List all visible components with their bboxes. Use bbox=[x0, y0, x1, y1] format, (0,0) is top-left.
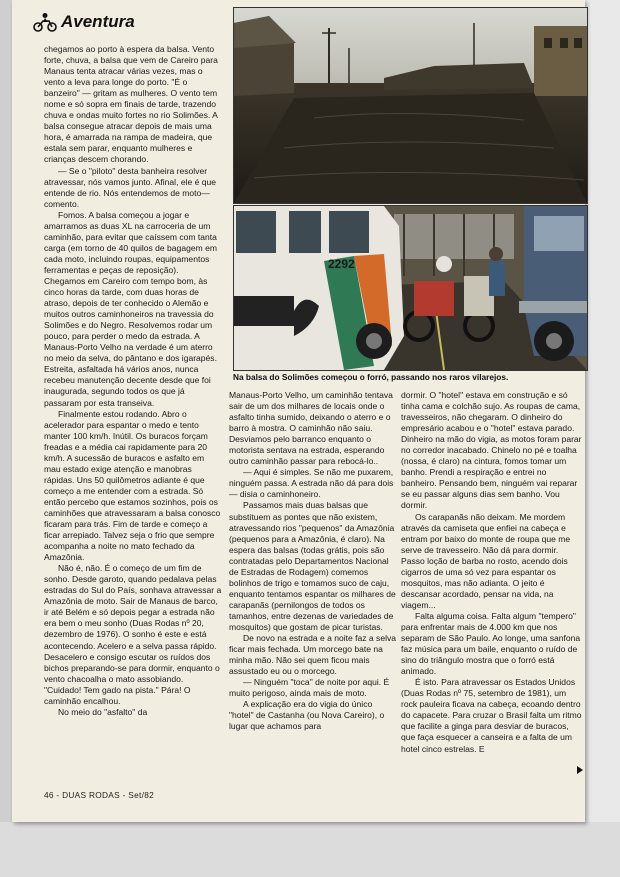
article-column-2 bbox=[229, 390, 399, 732]
article-column-3 bbox=[401, 390, 583, 755]
paragraph: No meio do "asfalto" da bbox=[58, 706, 148, 717]
bus-number: 2292 bbox=[328, 257, 355, 271]
paragraph: Finalmente estou rodando. Abro o acelerador para espantar o medo e tento manter 100 km/h. Inútil. Os buracos forçam freadas e a média cai rapidamente para 20 km/h. A sucessão de buracos e asfalto em mau estado exige atenção e manobras rápidas. Uns 50 quilômetros adiante é que começo a me entender com a estrada. Só então percebo que estamos sozinhos, pois os caminhões que atravessaram a balsa conosco ficaram para trás. Fim de tarde e começo a ficar arrepiado. Talvez seja o frio que sempre acompanha a noite no mato fechado da Amazônia. bbox=[44, 408, 221, 563]
scanner-background bbox=[0, 822, 620, 877]
binding-edge bbox=[0, 0, 12, 877]
paragraph: Fomos. A balsa começou a jogar e amarramos as duas XL na carroceria de um caminhão, para evitar que caíssem com tanta carga (em torno de 40 quilos de bagagem em cada moto, incluindo roupas, equipamentos ferramentas e peças de reposição). Chegamos em Careiro com tempo bom, às cinco horas da tarde, com duas horas de atraso, depois de ter conhecido o Alemão e muitos outros caminhoneiros na travessia do Solimões e do Negro. Resolvemos rodar um pouco, para perder o medo da estrada. A Manaus-Porto Velho na verdade é um aterro no meio da selva, do pântano e dos igarapés. Estreita, asfaltada há vários anos, nunca recebeu manutenção decente desde que foi inaugurada, segundo todos os que já passaram por esta transeiva. bbox=[44, 209, 217, 408]
section-title: Aventura bbox=[61, 12, 135, 31]
paragraph: — Ninguém "toca" de noite por aqui. É muito perigoso, ainda mais de moto. bbox=[229, 677, 390, 699]
paragraph: Manaus-Porto Velho, um caminhão tentava sair de um dos milhares de locais onde o asfalto tinha sumido, deixando o aterro e o barro à mostra. O caminhão não saiu. Desviamos pelo barranco enquanto o motorista sentava na estrada, esperando outro caminhão passar para rebocá-lo.. bbox=[229, 390, 393, 467]
paragraph: Não é, não. É o começo de um fim de sonho. Desde garoto, quando pedalava pelas estradas do Sul do País, sonhava atravessar a Amazônia de moto. Sair de Manaus de barco, ir até Belém e só depois pegar a estrada não era bem o meu sonho (Duas Rodas nº 20, dezembro de 1976). O sonho é este e está acontecendo. Acelero e a selva passa rápido. Desacelero e consigo escutar os ruídos dos bichos preparando-se para dormir, enquanto o vento chacoalha o mato assobiando. "Cuidado! Tem gado na pista." Pára! O caminhão encalhou. bbox=[44, 563, 222, 706]
paragraph: — Aqui é simples. Se não me puxarem, ninguém passa. A estrada não dá para dois — disia o caminhoneiro. bbox=[229, 467, 394, 500]
photo-caption: Na balsa do Solimões começou o forró, passando nos raros vilarejos. bbox=[233, 372, 509, 382]
paragraph: Falta alguma coisa. Falta algum "tempero" para enfrentar mais de 4.000 km que nos separam de São Paulo. Ao longe, uma sanfona faz música para um baile, enquanto o ruído de sino do triângulo mostra que o forró está animado. bbox=[401, 610, 581, 677]
paragraph: Os carapanãs não deixam. Me mordem através da camiseta que enfiei na cabeça e entram por baixo do monte de roupa que me serve de travesseiro. Não dá para dormir. Passo loção de barba no rosto, acendo dois cigarros de uma só vez para espantar os mosquitos, mas não adianta. O jeito é descansar acordado, pensar na vida, na viagem... bbox=[401, 511, 571, 610]
page-footer: 46 - DUAS RODAS - Set/82 bbox=[44, 790, 155, 800]
section-header bbox=[32, 8, 135, 36]
paragraph: A explicação era do vigia do único "hotel" de Castanha (ou Nova Careiro), o lugar que achamos para bbox=[229, 699, 385, 732]
article-column-1 bbox=[44, 44, 222, 718]
paragraph: chegamos ao porto à espera da balsa. Vento forte, chuva, a balsa que vem de Careiro para Manaus tenta atracar várias vezes, mas o vento a leva para longe do porto. "É o banzeiro" — gritam as mulheres. O vento tem nome e só sopra em finais de tarde, trazendo chuva e ondas muito fortes no rio Solimões. A balsa consegue atracar depois de mais uma hora, é amarrada na rampa de madeira, que estala sem parar, enquanto mulheres e crianças descem chorando. bbox=[44, 44, 218, 165]
motorcycle-rider-icon bbox=[32, 12, 58, 32]
paragraph: dormir. O "hotel" estava em construção e só tinha cama e colchão sujo. As roupas de cama, travesseiros, não chegaram. O dinheiro do empresário acabou e o "hotel" estava parado. Dinheiro na mão do vigia, as motos foram parar no corredor inacabado. Chinelo no pé e toalha (nossa, é claro) na cintura, fomos tomar um banho. Prendi a respiração e entrei no banheiro. Pensando bem, ninguém vai reparar se eu passar alguns dias sem banho. Vou dormir. bbox=[401, 390, 582, 511]
ferry-ramp-photo bbox=[233, 7, 588, 204]
ferry-deck-photo bbox=[233, 205, 588, 371]
paragraph: É isto. Para atravessar os Estados Unidos (Duas Rodas nº 75, setembro de 1981), um rock pauleira ficava na cabeça, ecoando dentro do capacete. Para cruzar o Brasil falta um ritmo que facilite a ginga para desviar de buracos, que faça esquecer a canseira e a falta de um hotel cinco estrelas. E bbox=[401, 677, 582, 754]
paragraph: De novo na estrada e a noite faz a selva ficar mais fechada. Um morcego bate na minha mão. Não sei quem ficou mais assustado eu ou o morcego. bbox=[229, 633, 396, 677]
paragraph: Passamos mais duas balsas que substituem as pontes que não existem, atravessando rios "pequenos" da Amazônia (pequenos para a Amazônia, é claro). Na espera das balsas (todas grátis, pois são contratadas pelo Departamentos Nacional de Estradas de Rodagem) comemos bolinhos de trigo e tomamos suco de caju, enquanto tentamos espantar os milhares de carapanãs (pernilongos de todos os tamanhos, entre dezenas de variedades de mosquitos) que gostam de picar turistas. bbox=[229, 500, 396, 632]
continue-arrow-icon bbox=[577, 766, 583, 774]
paragraph: — Se o "piloto" desta banheira resolver atravessar, nós vamos junto. Afinal, ele é que entende de rio. Nós entendemos de moto—comento. bbox=[44, 165, 216, 209]
